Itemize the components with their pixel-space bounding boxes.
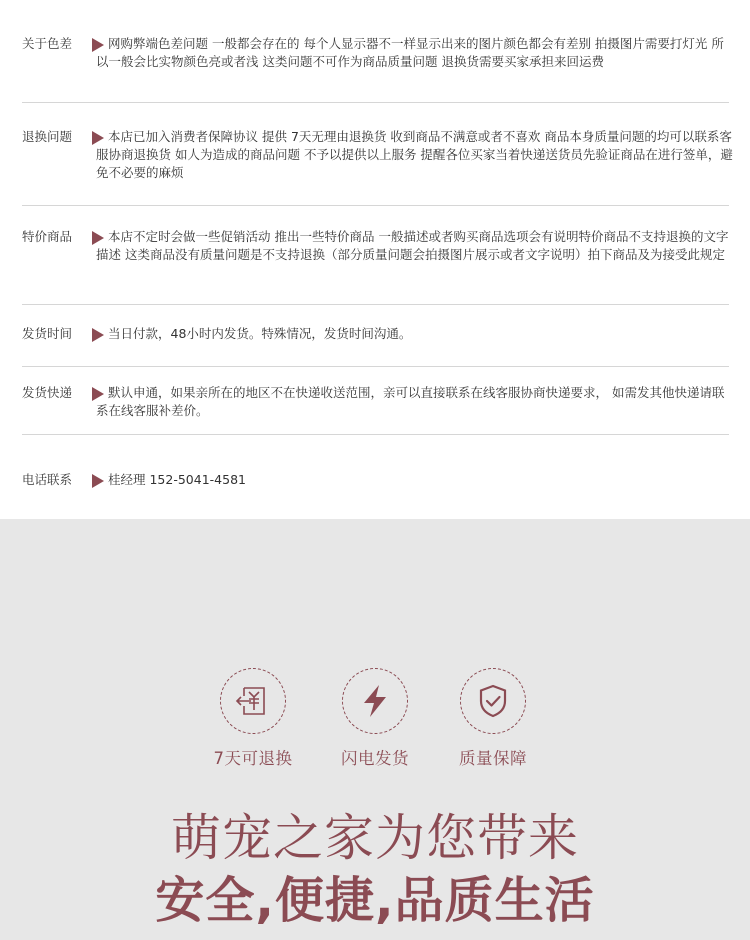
divider [22, 304, 729, 305]
return-exchange-icon [220, 668, 286, 734]
policy-row-shipping-time [22, 325, 729, 367]
badge-label: 闪电发货 [341, 749, 409, 768]
badge-label: 7天可退换 [213, 749, 293, 768]
divider [22, 366, 729, 367]
badge-return-exchange [208, 668, 298, 769]
badge-label: 质量保障 [459, 749, 527, 768]
promo-panel [0, 519, 750, 940]
policy-label: 关于色差 [22, 36, 73, 51]
badge-lightning-shipping [330, 668, 420, 769]
policy-label: 发货快递 [22, 385, 73, 400]
divider [22, 102, 729, 103]
slogan-line-2: 安全,便捷,品质生活 [155, 872, 595, 929]
policy-text: 默认申通，如果亲所在的地区不在快递收送范围，亲可以直接联系在线客服协商快递要求， 如需发其他快递请联系在线客服补差价。 [96, 385, 725, 418]
policy-label: 特价商品 [22, 229, 73, 244]
policy-text: 当日付款，48小时内发货。特殊情况，发货时间沟通。 [108, 326, 412, 341]
policy-label: 退换问题 [22, 129, 73, 144]
phone-contact: 桂经理 152-5041-4581 [108, 472, 246, 487]
divider [22, 205, 729, 206]
divider [22, 434, 729, 435]
shield-check-icon [460, 668, 526, 734]
policy-row-courier [22, 384, 729, 435]
policy-row-color-difference [22, 35, 729, 103]
policy-text: 网购弊端色差问题 一般都会存在的 每个人显示器不一样显示出来的图片颜色都会有差别 拍摄图片需要打灯光 所以一般会比实物颜色亮或者浅 这类问题不可作为商品质量问题 退换货需要买家承担来回运费 [96, 36, 724, 69]
slogan-line-1: 萌宠之家为您带来 [171, 809, 579, 867]
policy-text: 本店不定时会做一些促销活动 推出一些特价商品 一般描述或者购买商品选项会有说明特价商品不支持退换的文字描述 这类商品没有质量问题是不支持退换（部分质量问题会拍摄图片展示或者文字说明）拍下商品及为接受此规定 [96, 229, 729, 262]
policy-text: 本店已加入消费者保障协议 提供 7天无理由退换货 收到商品不满意或者不喜欢 商品本身质量问题的均可以联系客服协商退换货 如人为造成的商品问题 不予以提供以上服务 提醒各位买家当着快递送货员先验证商品在进行签单，避免不必要的麻烦 [96, 129, 733, 180]
policy-label: 发货时间 [22, 326, 73, 341]
lightning-icon [342, 668, 408, 734]
badge-quality-guarantee [448, 668, 538, 769]
policy-row-special-price [22, 228, 729, 305]
policy-row-phone [22, 471, 729, 491]
policy-row-return-exchange [22, 128, 733, 206]
policy-label: 电话联系 [22, 472, 73, 487]
